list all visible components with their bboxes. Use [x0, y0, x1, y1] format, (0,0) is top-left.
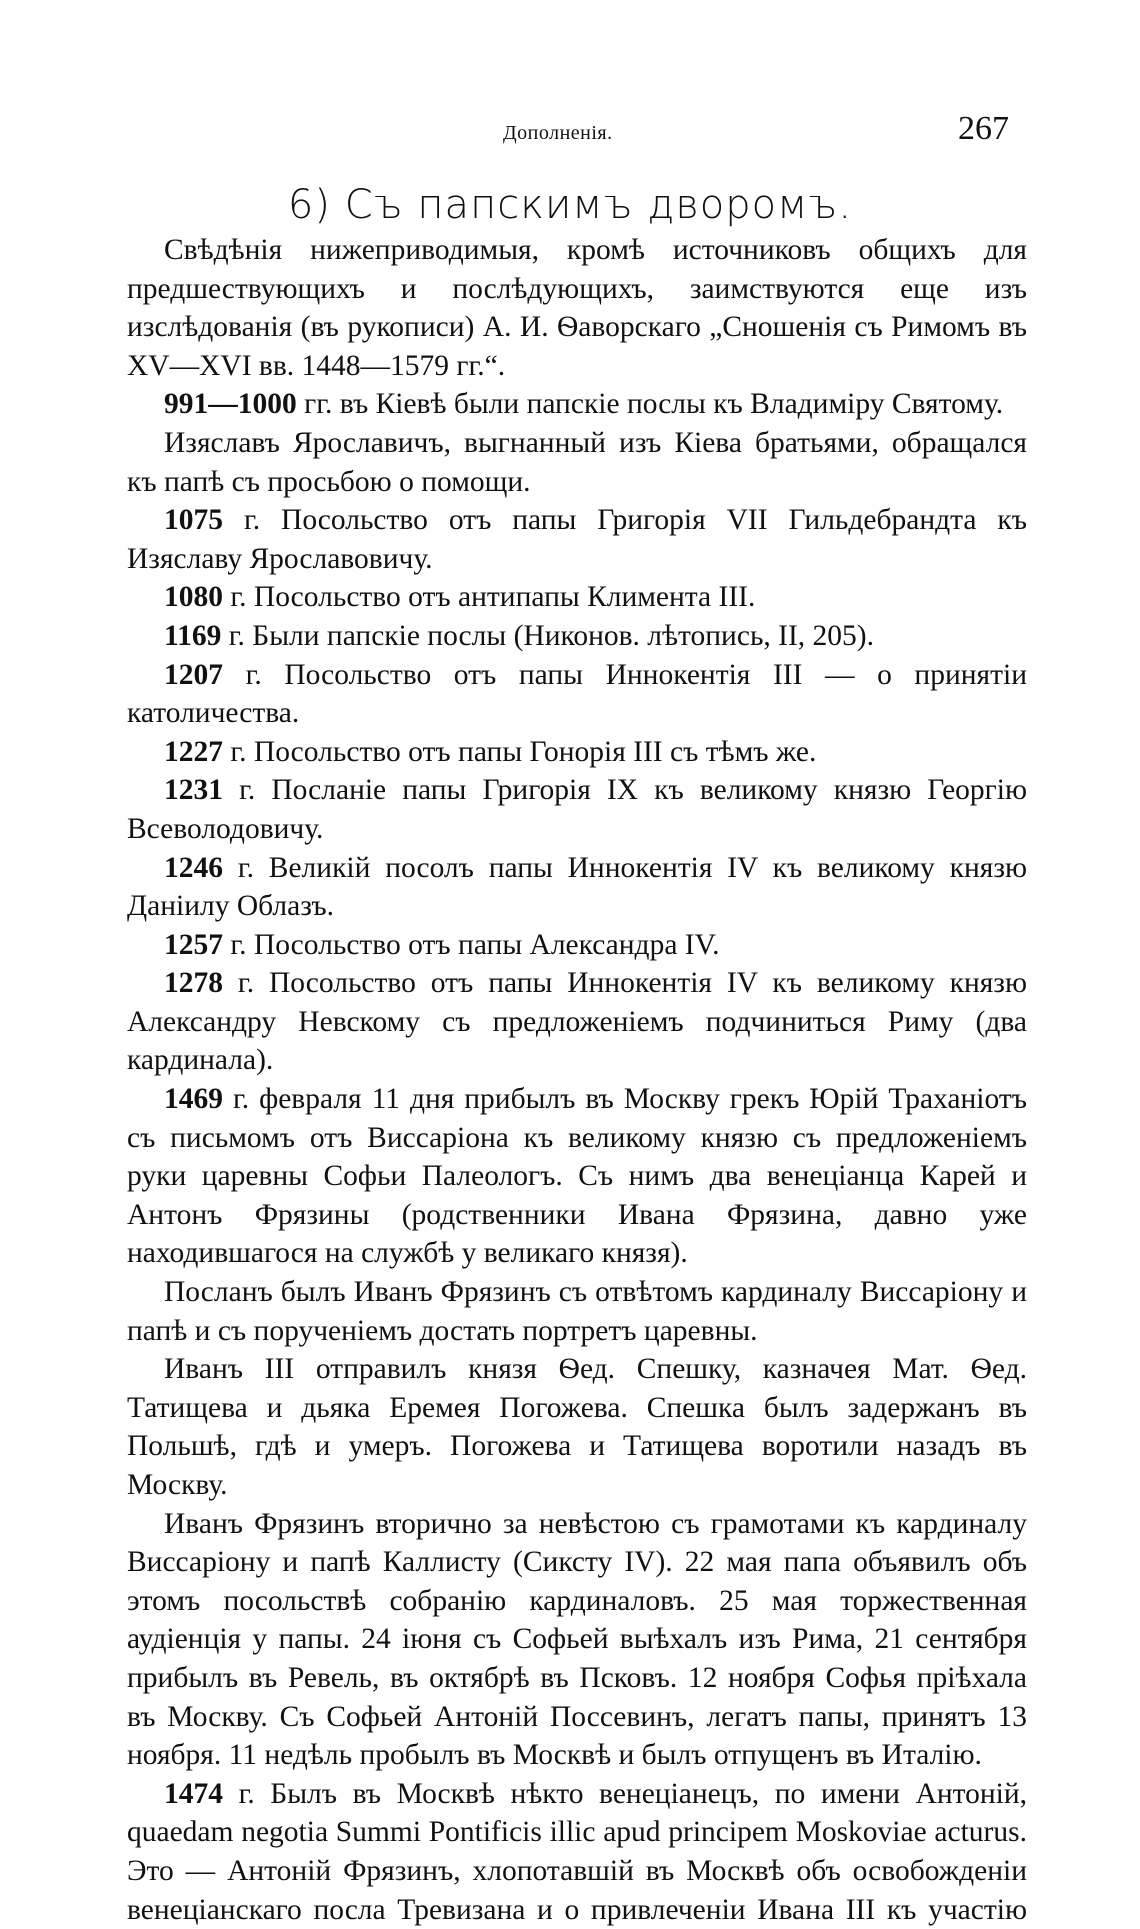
entry-year: 1231 — [164, 774, 223, 807]
paragraph-entry — [127, 385, 1027, 424]
paragraph-entry — [127, 1080, 1027, 1273]
paragraph-text: Посланъ былъ Иванъ Фрязинъ съ отвѣтомъ кардиналу Виссаріону и папѣ и съ порученiемъ достать портретъ царевны. — [127, 1276, 1027, 1347]
paragraph-text: г. Посольство отъ антипапы Климента III. — [230, 581, 756, 614]
page-number: 267 — [958, 110, 1009, 147]
paragraph-entry — [127, 501, 1027, 578]
entry-year: 1278 — [164, 967, 223, 1000]
entry-year: 1075 — [164, 504, 223, 537]
paragraph-text: г. Посольство отъ папы Григорія VII Гильдебрандта къ Изяславу Ярославовичу. — [127, 504, 1027, 575]
paragraph-text: Иванъ Фрязинъ вторично за невѣстою съ грамотами къ кардиналу Виссаріону и папѣ Каллисту (Сиксту IV). 22 мая папа объявилъ объ этомъ посольствѣ собранію кардиналовъ. 25 мая торжественная аудіенція у папы. 24 іюня съ Софьей выѣхалъ изъ Рима, 21 сентября прибылъ въ Ревель, въ октябрѣ въ Псковъ. 12 ноября Софья пріѣхала въ Москву. Съ Софьей Антоній Поссевинъ, легатъ папы, принятъ 13 ноября. 11 недѣль пробылъ въ Москвѣ и былъ отпущенъ въ Италію. — [127, 1507, 1027, 1772]
paragraph-entry-continued — [127, 1775, 1027, 1929]
paragraph-text: г. Посольство отъ папы Иннокентія III — о принятіи католичества. — [127, 658, 1027, 730]
paragraph-text: г. Посланіе папы Григорія IX къ великому князю Георгію Всеволодовичу. — [127, 774, 1027, 845]
paragraph-text: г. Были папскіе послы (Никонов. лѣтопись, II, 205). — [228, 619, 874, 652]
paragraph-entry — [127, 926, 1027, 965]
entry-year: 1169 — [164, 619, 222, 652]
entry-year: 1207 — [164, 658, 223, 691]
paragraph-text: г. февраля 11 дня прибылъ въ Москву грекъ Юрій Траханіотъ съ письмомъ отъ Виссаріона къ великому князю съ предложенiемъ руки царевны Софьи Палеологъ. Съ нимъ два венеціанца Карей и Антонъ Фрязины (родственники Ивана Фрязина, давно уже находившагося на службѣ у великаго князя). — [127, 1083, 1028, 1270]
paragraph-text: Иванъ III отправилъ князя Ѳед. Спешку, казначея Мат. Ѳед. Татищева и дьяка Еремея Погожева. Спешка былъ задержанъ въ Польшѣ, гдѣ и умеръ. Погожева и Татищева воротили назадъ въ Москву. — [127, 1353, 1027, 1501]
entry-year: 1080 — [164, 581, 223, 614]
paragraph — [127, 1350, 1027, 1504]
paragraph-entry — [127, 964, 1027, 1080]
paragraph-text: г. Посольство отъ папы Александра IV. — [230, 928, 720, 961]
paragraph-intro — [127, 231, 1027, 385]
entry-year: 1246 — [164, 851, 223, 884]
paragraph-entry — [127, 771, 1027, 848]
entry-year: 1474 — [164, 1777, 223, 1810]
paragraph-entry — [127, 849, 1027, 926]
paragraph — [127, 1273, 1027, 1350]
body-text — [127, 231, 1027, 1929]
paragraph — [127, 424, 1027, 501]
running-title: Дополненія. — [503, 122, 613, 144]
paragraph — [127, 1505, 1027, 1775]
section-title: 6) Съ папскимъ дворомъ. — [287, 182, 853, 228]
paragraph-entry — [127, 617, 1027, 656]
entry-year: 1469 — [164, 1083, 223, 1116]
entry-year: 1227 — [164, 735, 223, 768]
paragraph-entry — [127, 656, 1027, 733]
paragraph-text: гг. въ Кіевѣ были папскіе послы къ Владиміру Святому. — [304, 388, 1004, 421]
entry-year: 991—1000 — [164, 388, 297, 421]
paragraph-text: г. Великій посолъ папы Иннокентія IV къ великому князю Даніилу Облазъ. — [127, 851, 1028, 923]
entry-year: 1257 — [164, 928, 223, 961]
paragraph-text: г. Посольство отъ папы Гонорія III съ тѣмъ же. — [230, 735, 817, 768]
paragraph-text: Свѣдѣнія нижеприводимыя, кромѣ источниковъ общихъ для предшествующихъ и послѣдующихъ, заимствуются еще изъ изслѣдованія (въ рукописи) А. И. Ѳаворскаго „Сношенія съ Римомъ въ XV—XVI вв. 1448—1579 гг.“. — [127, 234, 1027, 382]
paragraph-entry — [127, 733, 1027, 772]
paragraph-entry — [127, 578, 1027, 617]
paragraph-text: г. Посольство отъ папы Иннокентія IV къ великому князю Александру Невскому съ предложенiемъ подчиниться Риму (два кардинала). — [127, 967, 1027, 1077]
paragraph-text: г. Былъ въ Москвѣ нѣкто венеціанецъ, по имени Антоній, quaedam negotia Summi Pontificis illic apud principem Moskoviae acturus. Это — Антоній Фрязинъ, хлопотавшій въ Москвѣ объ освобожденіи венеціанскаго посла Тревизана и о привлеченіи Ивана III къ участію — [127, 1777, 1027, 1926]
paragraph-text: Изяславъ Ярославичъ, выгнанный изъ Кіева братьями, обращался къ папѣ съ просьбою о помощи. — [127, 426, 1027, 498]
